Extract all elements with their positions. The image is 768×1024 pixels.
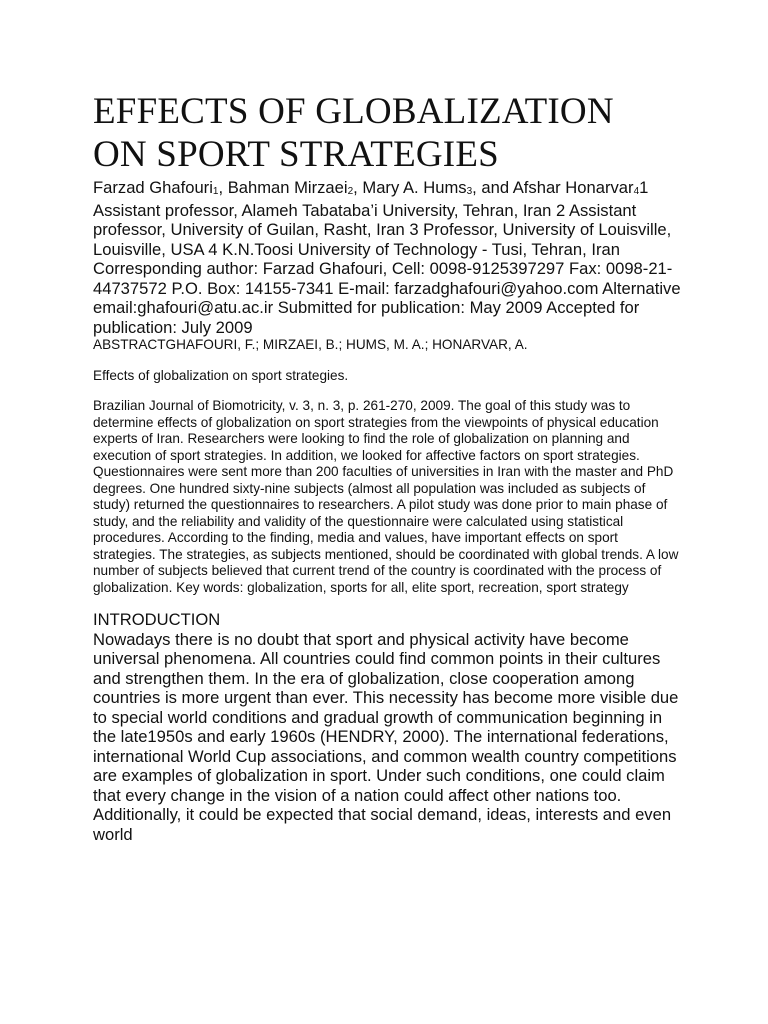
title-line-2: ON SPORT STRATEGIES: [93, 134, 499, 175]
author-3: , Mary A. Hums: [353, 178, 467, 197]
introduction-heading: INTRODUCTION: [93, 610, 221, 629]
title-line-1: EFFECTS OF GLOBALIZATION: [93, 91, 614, 132]
author-block: [93, 178, 683, 337]
abstract-header: ABSTRACTGHAFOURI, F.; MIRZAEI, B.; HUMS, M. A.; HONARVAR, A.: [93, 337, 528, 352]
introduction-body: Nowadays there is no doubt that sport and physical activity have become universal phenomena. All countries could find common points in their cultures and strengthen them. In the era of globalization, close cooperation among countries is more urgent than ever. This necessity has become more visible due to special world conditions and gradual growth of communication beginning in the late1950s and early 1960s (HENDRY, 2000). The international federations, international World Cup associations, and common wealth country competitions are examples of globalization in sport. Under such conditions, one could claim that every change in the vision of a nation could affect other nations too. Additionally, it could be expected that social demand, ideas, interests and even world: [93, 629, 679, 844]
author-4: , and Afshar Honarvar: [472, 178, 634, 197]
document-title: [93, 90, 683, 176]
author-2-index: 2: [347, 186, 354, 197]
document-page: [93, 90, 683, 844]
abstract-body: Brazilian Journal of Biomotricity, v. 3, n. 3, p. 261-270, 2009. The goal of this study was to determine effects of globalization on sport strategies from the viewpoints of physical education experts of Iran. Researchers were looking to find the role of globalization on planning and execution of sport strategies. In addition, we looked for affective factors on sport strategies. Questionnaires were sent more than 200 faculties of universities in Iran with the master and PhD degrees. One hundred sixty-nine subjects (almost all population was included as subjects of study) returned the questionnaires to researchers. A pilot study was done prior to main phase of study, and the reliability and validity of the questionnaire were calculated using statistical procedures. According to the finding, media and values, have important effects on sport strategies. The strategies, as subjects mentioned, should be coordinated with global trends. A low number of subjects believed that current trend of the country is coordinated with the process of globalization. Key words: globalization, sports for all, elite sport, recreation, sport strategy: [93, 398, 679, 595]
abstract-title: Effects of globalization on sport strategies.: [93, 367, 349, 383]
author-4-index: 4: [633, 186, 640, 197]
author-1: Farzad Ghafouri: [93, 178, 213, 197]
author-3-index: 3: [466, 186, 473, 197]
affiliations: 1 Assistant professor, Alameh Tabataba’i University, Tehran, Iran 2 Assistant professor, University of Guilan, Rasht, Iran 3 Professor, University of Louisville, Louisville, USA 4 K.N.Toosi University of Technology - Tusi, Tehran, Iran Corresponding author: Farzad Ghafouri, Cell: 0098-9125397297 Fax: 0098-21-44737572 P.O. Box: 14155-7341 E-mail: farzadghafouri@yahoo.com Alternative email:ghafouri@atu.ac.ir Submitted for publication: May 2009 Accepted for publication: July 2009: [93, 178, 681, 337]
author-2: , Bahman Mirzaei: [218, 178, 348, 197]
author-1-index: 1: [212, 186, 219, 197]
